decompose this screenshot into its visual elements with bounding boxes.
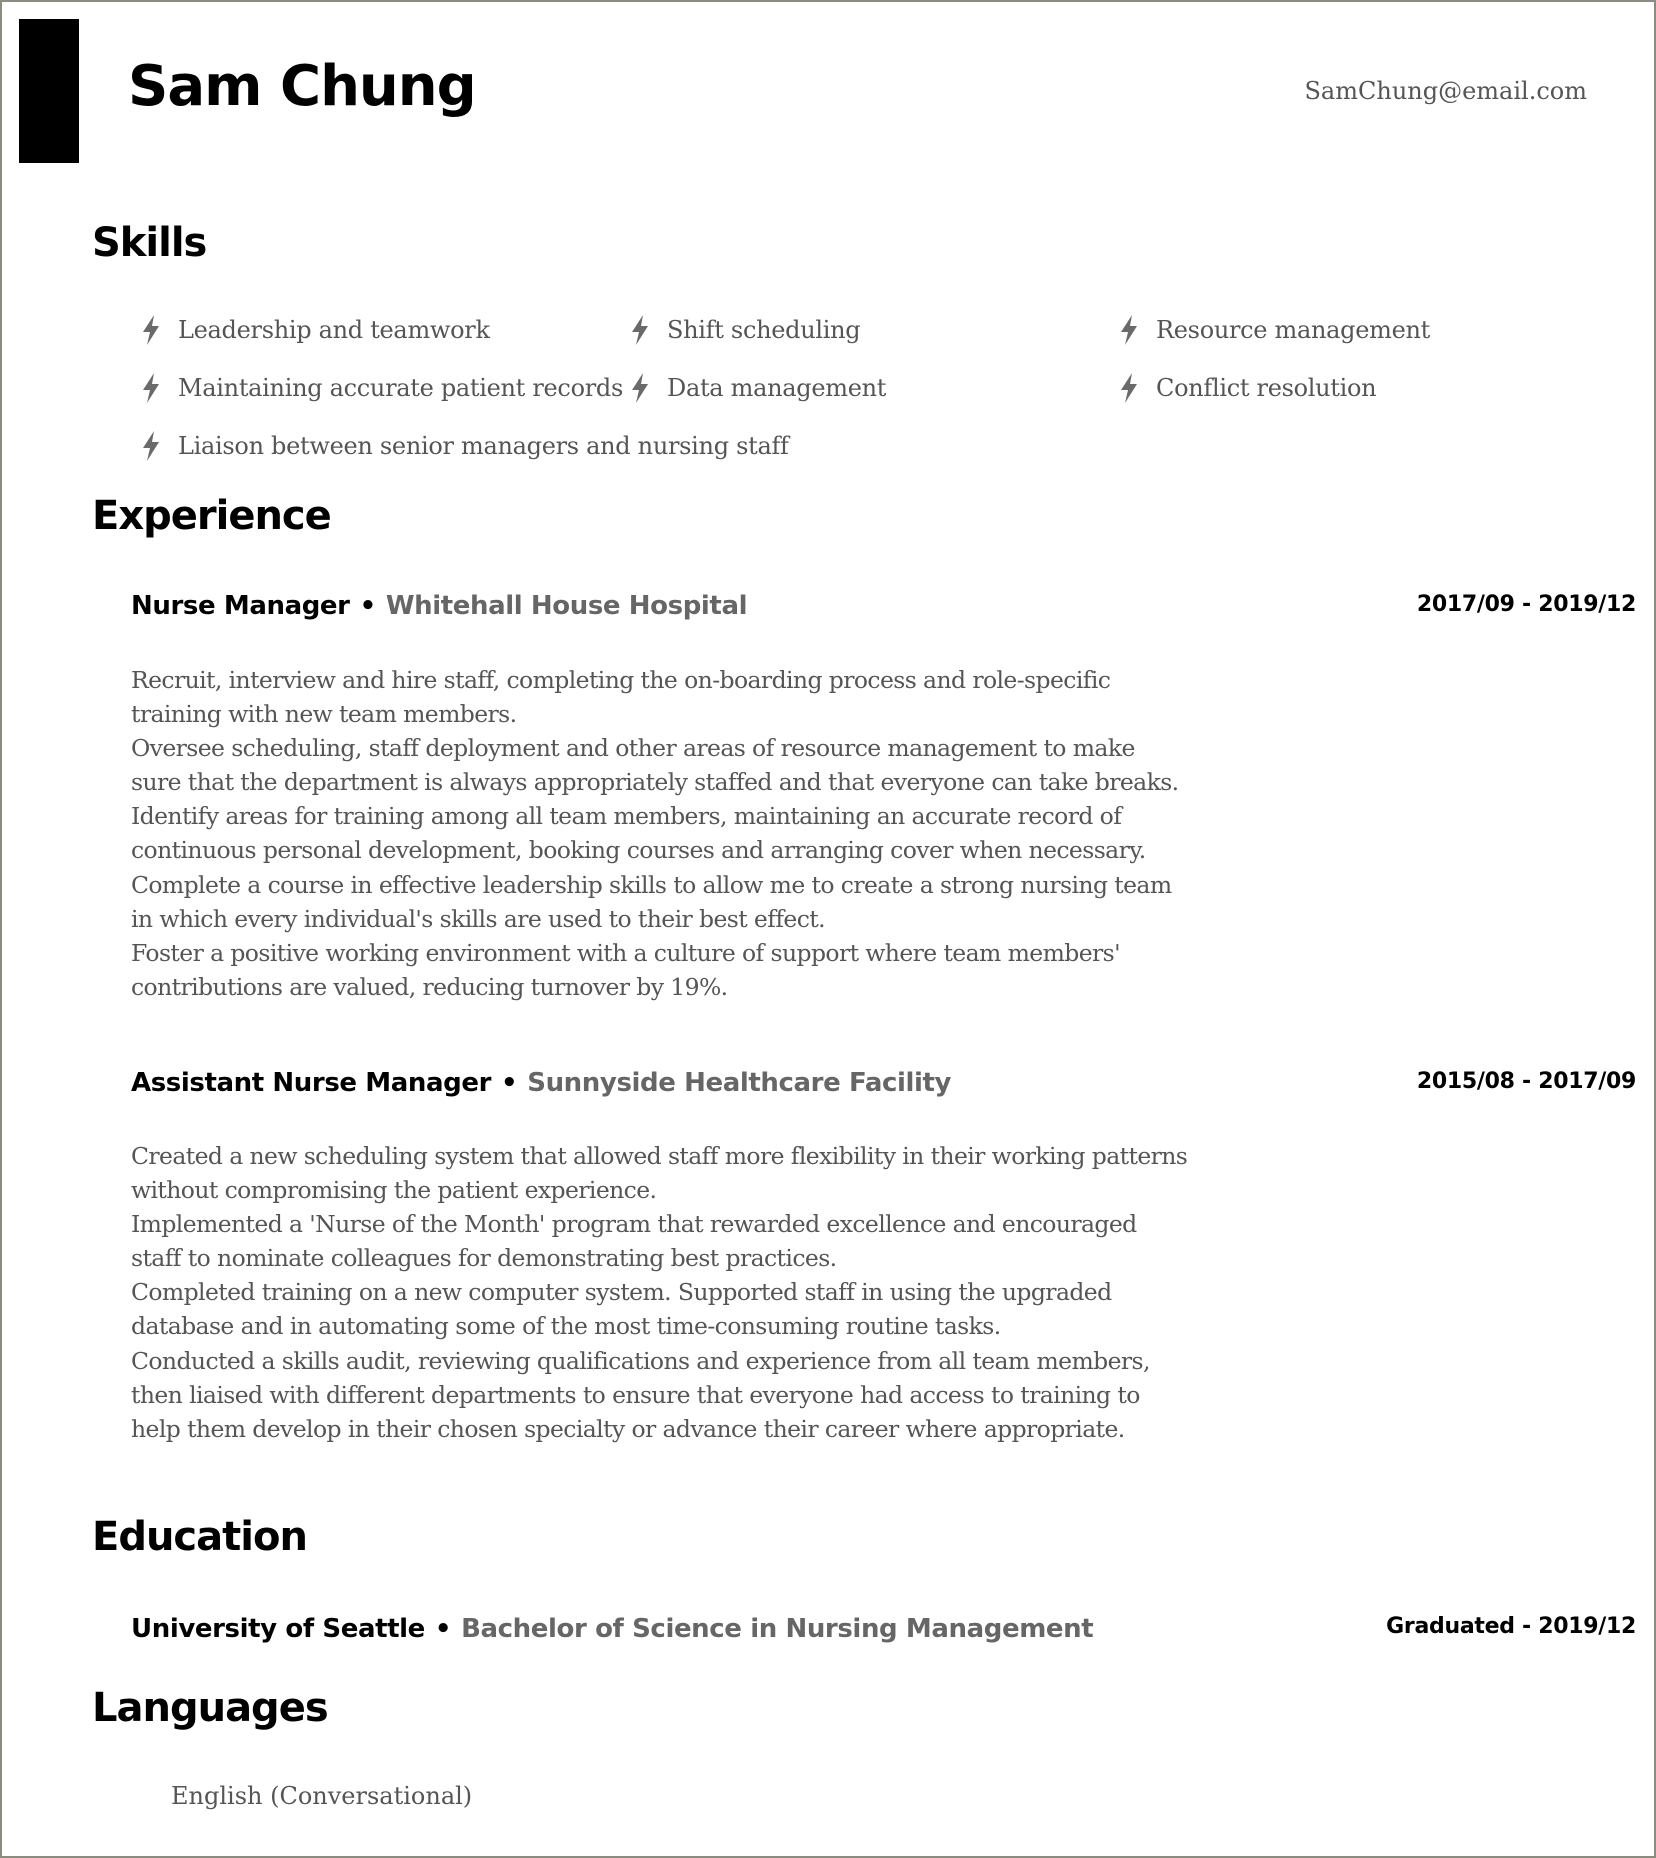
skill-item bbox=[140, 310, 490, 350]
skill-item bbox=[140, 426, 789, 466]
job-heading bbox=[131, 1063, 951, 1103]
job-role: Nurse Manager bbox=[131, 591, 350, 621]
job-organization: Sunnyside Healthcare Facility bbox=[527, 1068, 952, 1098]
skill-item bbox=[1118, 368, 1376, 408]
separator-dot: • bbox=[359, 591, 376, 621]
job-dates: 2017/09 - 2019/12 bbox=[1416, 591, 1636, 617]
email-link[interactable]: SamChung@email.com bbox=[1304, 77, 1587, 105]
separator-dot: • bbox=[434, 1614, 452, 1644]
job-organization: Whitehall House Hospital bbox=[385, 591, 748, 621]
skill-label: Liaison between senior managers and nursing staff bbox=[178, 432, 789, 460]
job-bullet: Implemented a 'Nurse of the Month' program that rewarded excellence and encouraged staff to nominate colleagues for demonstrating best practices. bbox=[131, 1210, 1137, 1273]
skill-label: Maintaining accurate patient records bbox=[178, 374, 623, 402]
lightning-bolt-icon bbox=[140, 372, 162, 404]
skill-item bbox=[629, 368, 886, 408]
separator-dot: • bbox=[501, 1068, 518, 1098]
skill-label: Conflict resolution bbox=[1156, 374, 1377, 402]
section-title-education: Education bbox=[92, 1514, 307, 1560]
lightning-bolt-icon bbox=[1118, 372, 1140, 404]
skill-label: Leadership and teamwork bbox=[178, 316, 490, 344]
skill-item bbox=[1118, 310, 1430, 350]
job-bullet: Recruit, interview and hire staff, completing the on-boarding process and role-specific training with new team members. bbox=[131, 666, 1111, 729]
section-title-experience: Experience bbox=[92, 493, 331, 539]
job-description bbox=[131, 663, 1191, 1004]
skill-label: Resource management bbox=[1156, 316, 1431, 344]
lightning-bolt-icon bbox=[1118, 314, 1140, 346]
education-degree: Bachelor of Science in Nursing Management bbox=[461, 1614, 1094, 1644]
job-bullet: Created a new scheduling system that allowed staff more flexibility in their working patterns without compromising the patient experience. bbox=[131, 1142, 1188, 1205]
skill-item bbox=[629, 310, 860, 350]
language-item: English (Conversational) bbox=[171, 1782, 473, 1810]
job-bullet: Foster a positive working environment with a culture of support where team members' contributions are valued, reducing turnover by 19%. bbox=[131, 938, 1120, 1001]
education-heading bbox=[131, 1609, 1093, 1649]
section-title-languages: Languages bbox=[92, 1685, 328, 1731]
accent-bar bbox=[19, 19, 79, 163]
job-bullet: Completed training on a new computer system. Supported staff in using the upgraded database and in automating some of the most time-consuming routine tasks. bbox=[131, 1278, 1112, 1341]
lightning-bolt-icon bbox=[629, 372, 651, 404]
section-title-skills: Skills bbox=[92, 220, 207, 266]
job-bullet: Conducted a skills audit, reviewing qualifications and experience from all team members, then liaised with different departments to ensure that everyone had access to training to help them develop in their chosen specialty or advance their career where appropriate. bbox=[131, 1346, 1150, 1443]
skill-label: Shift scheduling bbox=[667, 316, 861, 344]
lightning-bolt-icon bbox=[140, 314, 162, 346]
job-description bbox=[131, 1139, 1191, 1446]
job-role: Assistant Nurse Manager bbox=[131, 1068, 492, 1098]
job-bullet: Identify areas for training among all team members, maintaining an accurate record of continuous personal development, booking courses and arranging cover when necessary. bbox=[131, 802, 1146, 865]
job-heading bbox=[131, 586, 747, 626]
skill-label: Data management bbox=[667, 374, 887, 402]
job-dates: 2015/08 - 2017/09 bbox=[1416, 1068, 1636, 1094]
candidate-name: Sam Chung bbox=[128, 54, 476, 119]
job-bullet: Complete a course in effective leadership skills to allow me to create a strong nursing team in which every individual's skills are used to their best effect. bbox=[131, 870, 1172, 933]
lightning-bolt-icon bbox=[629, 314, 651, 346]
education-institution: University of Seattle bbox=[131, 1614, 425, 1644]
lightning-bolt-icon bbox=[140, 430, 162, 462]
education-dates: Graduated - 2019/12 bbox=[1386, 1613, 1636, 1639]
job-bullet: Oversee scheduling, staff deployment and other areas of resource management to make sure that the department is always appropriately staffed and that everyone can take breaks. bbox=[131, 734, 1179, 797]
skill-item bbox=[140, 368, 623, 408]
